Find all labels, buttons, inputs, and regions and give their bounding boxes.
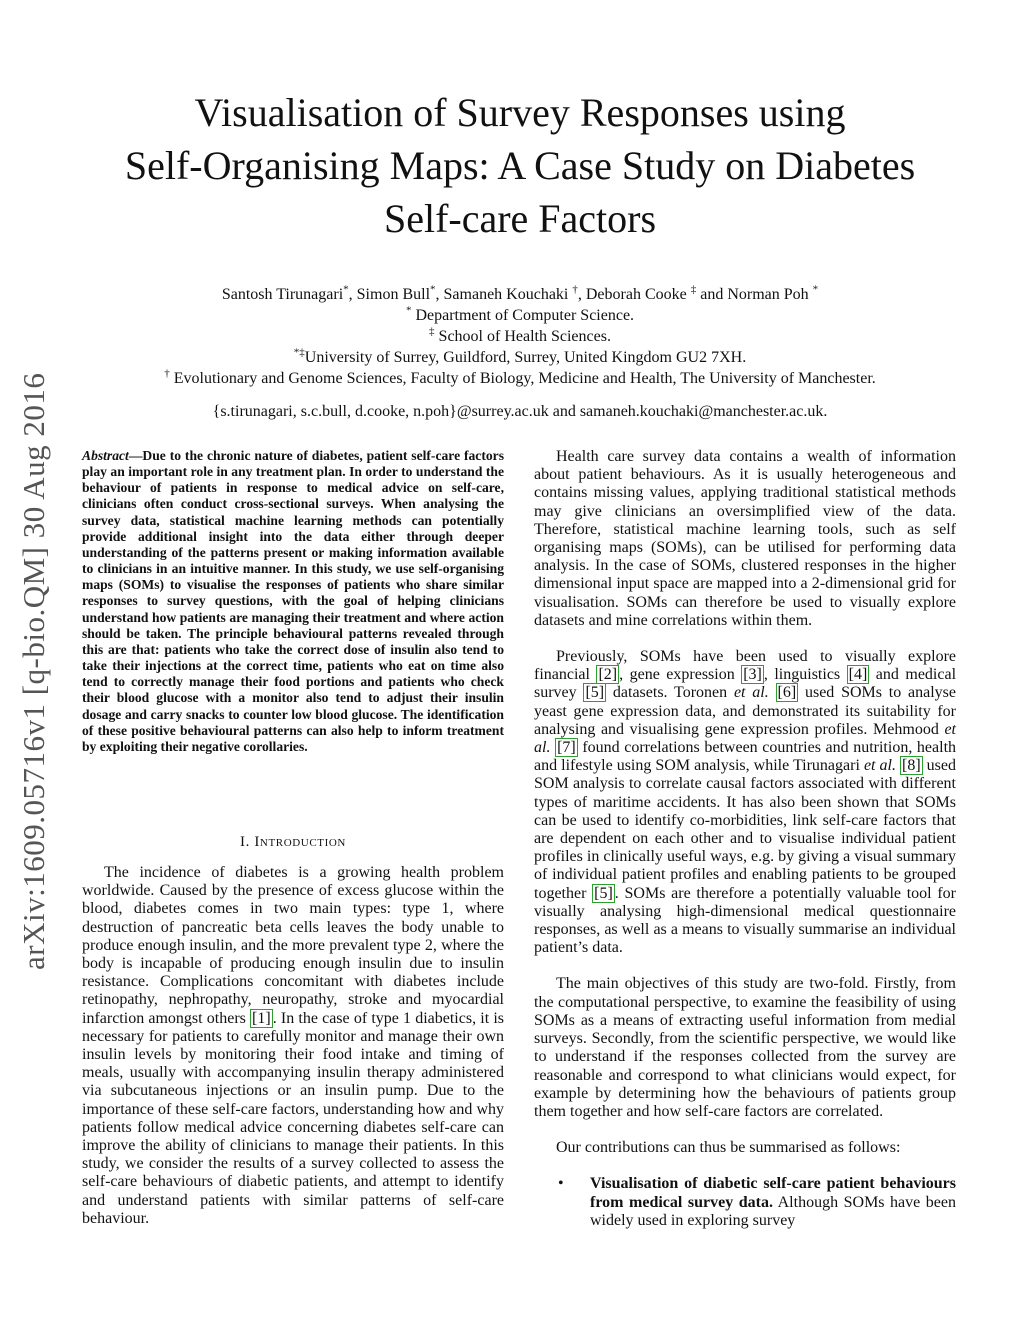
paper-title — [90, 86, 950, 245]
body-paragraph: Our contributions can thus be summarised as follows: — [556, 1139, 901, 1157]
body-paragraph: Previously, SOMs have been used to visually explore financial [2] , gene expression [3] , linguistics [4] and medical survey [5] datasets. Toronen et al. [6] used SOMs to analyse yeast gene expression data, and demonstrated its suitability for analysing and visualising gene expression profiles. Mehmood et al. [7] found correlations between countries and nutrition, health and lifestyle using SOM analysis, while Tirunagari et al. [8] used SOM analysis to correlate causal factors associated with different types of maritime accidents. It has also been shown that SOMs can be used to identify co-morbidities, link self-care factors that are dependent on each other and to visualise individual patient profiles in clinically useful ways, e.g. by giving a visual summary of individual patient profiles and enabling patients to be grouped together [5] . SOMs are therefore a potentially valuable tool for visually analysing high-dimensional medical questionnaire responses, as well as a means to visually summarise an individual patient’s data. — [534, 648, 957, 957]
abstract-label: Abstract — [82, 448, 129, 463]
citation-link[interactable]: [5] — [594, 884, 613, 902]
author-names: Santosh Tirunagari*, Simon Bull*, Samaneh Kouchaki †, Deborah Cooke ‡ and Norman Poh * — [221, 283, 819, 303]
citation-link[interactable]: [8] — [902, 757, 921, 775]
citation-link[interactable]: [7] — [557, 739, 576, 757]
author-emails: {s.tirunagari, s.c.bull, d.cooke, n.poh}@surrey.ac.uk and samaneh.kouchaki@manchester.ac.uk. — [212, 403, 828, 420]
right-column — [534, 448, 956, 1230]
citation-link[interactable]: [5] — [585, 684, 605, 702]
affiliation-line: † Evolutionary and Genome Sciences, Faculty of Biology, Medicine and Health, The University of Manchester. — [164, 367, 876, 387]
introduction-paragraph: The incidence of diabetes is a growing health problem worldwide. Caused by the presence of excess glucose within the blood, diabetes comes in two main types: type 1, where destruction of pancreatic beta cells leaves the body unable to produce enough insulin, and the more prevalent type 2, where the body is incapable of producing enough insulin due to insulin resistance. Complications concomitant with diabetes include retinopathy, nephropathy, neuropathy, stroke and myocardial infarction amongst others [1] . In the case of type 1 diabetics, it is necessary for patients to carefully monitor and manage their own insulin levels by monitoring their food intake and timing of meals, usually with accompanying insulin therapy administered via subcutaneous injections or an insulin pump. Due to the importance of these self-care factors, understanding how and why patients follow medical advice concerning diabetes self-care can improve the ability of clinicians to manage their patients. In this study, we consider the results of a survey collected to assess the self-care behaviours of diabetic patients, and attempt to identify and understand patients with similar patterns of self-care behaviour. — [82, 864, 504, 1227]
abstract-text: —Due to the chronic nature of diabetes, patient self-care factors play an important role in any treatment plan. In order to understand the behaviour of patients in response to medical advice on self-care, clinicians often conduct cross-sectional surveys. When analysing the survey data, statistical machine learning methods can potentially provide additional insight into the data either through deeper understanding of the patterns present or making information available to clinicians in an intuitive manner. In this study, we use self-organising maps (SOMs) to visualise the responses of patients who share similar responses to survey questions, with the goal of helping clinicians understand how patients are managing their treatment and where action should be taken. The principle behavioural patterns revealed through this are that: patients who take the correct dose of insulin also tend to take their injections at the correct time, patients who eat on time also tend to correctly manage their food portions and patients who check their blood glucose with a monitor also tend to adjust their insulin dosage and carry snacks to counter low blood glucose. The identification of these positive behavioural patterns can also help to inform treatment by exploiting their negative corollaries. — [82, 448, 504, 754]
section-heading-introduction: I. Introduction — [240, 834, 346, 850]
affiliation-line: ‡ School of Health Sciences. — [429, 325, 611, 345]
title-line-2: Self-Organising Maps: A Case Study on Diabetes — [124, 143, 916, 188]
bullet-mark: • — [558, 1175, 564, 1193]
contribution-bullet — [534, 1175, 956, 1230]
affiliation-line: *‡University of Surrey, Guildford, Surrey, United Kingdom GU2 7XH. — [293, 346, 747, 366]
abstract — [82, 448, 504, 755]
citation-link[interactable]: [6] — [777, 684, 797, 702]
citation-link[interactable]: [3] — [743, 666, 762, 684]
bullet-text: Although SOMs have been widely used in exploring survey — [590, 1193, 957, 1229]
affiliation-line: * Department of Computer Science. — [405, 304, 635, 324]
author-block — [90, 284, 950, 422]
bullet-heading: Visualisation of diabetic self-care patient behaviours from medical survey data. — [590, 1175, 956, 1211]
title-line-1: Visualisation of Survey Responses using — [194, 90, 846, 135]
body-paragraph: Health care survey data contains a wealth of information about patient behaviours. As it is usually heterogeneous and contains missing values, applying traditional statistical methods may give clinicians an oversimplified view of the data. Therefore, statistical machine learning tools, such as self organising maps (SOMs), can be utilised for performing data analysis. In the case of SOMs, clustered responses in the higher dimensional input space are mapped into a 2-dimensional grid for visualisation. SOMs can therefore be used to visually explore datasets and mine correlations within them. — [534, 448, 956, 629]
citation-link[interactable]: [2] — [598, 666, 618, 684]
body-paragraph: The main objectives of this study are two-fold. Firstly, from the computational perspective, to examine the feasibility of using SOMs as a means of extracting useful information from medial surveys. Secondly, from the scientific perspective, we would like to understand if the responses collected from the survey are reasonable and correspond to what clinicians would expect, for example by determining how the behaviours of patients group them together and how self-care factors are correlated. — [534, 975, 956, 1120]
citation-link[interactable]: [1] — [252, 1009, 271, 1027]
arxiv-identifier-stamp: arXiv:1609.05716v1 [q-bio.QM] 30 Aug 2016 — [16, 372, 51, 970]
citation-link[interactable]: [4] — [848, 666, 868, 684]
title-line-3: Self-care Factors — [383, 196, 657, 241]
